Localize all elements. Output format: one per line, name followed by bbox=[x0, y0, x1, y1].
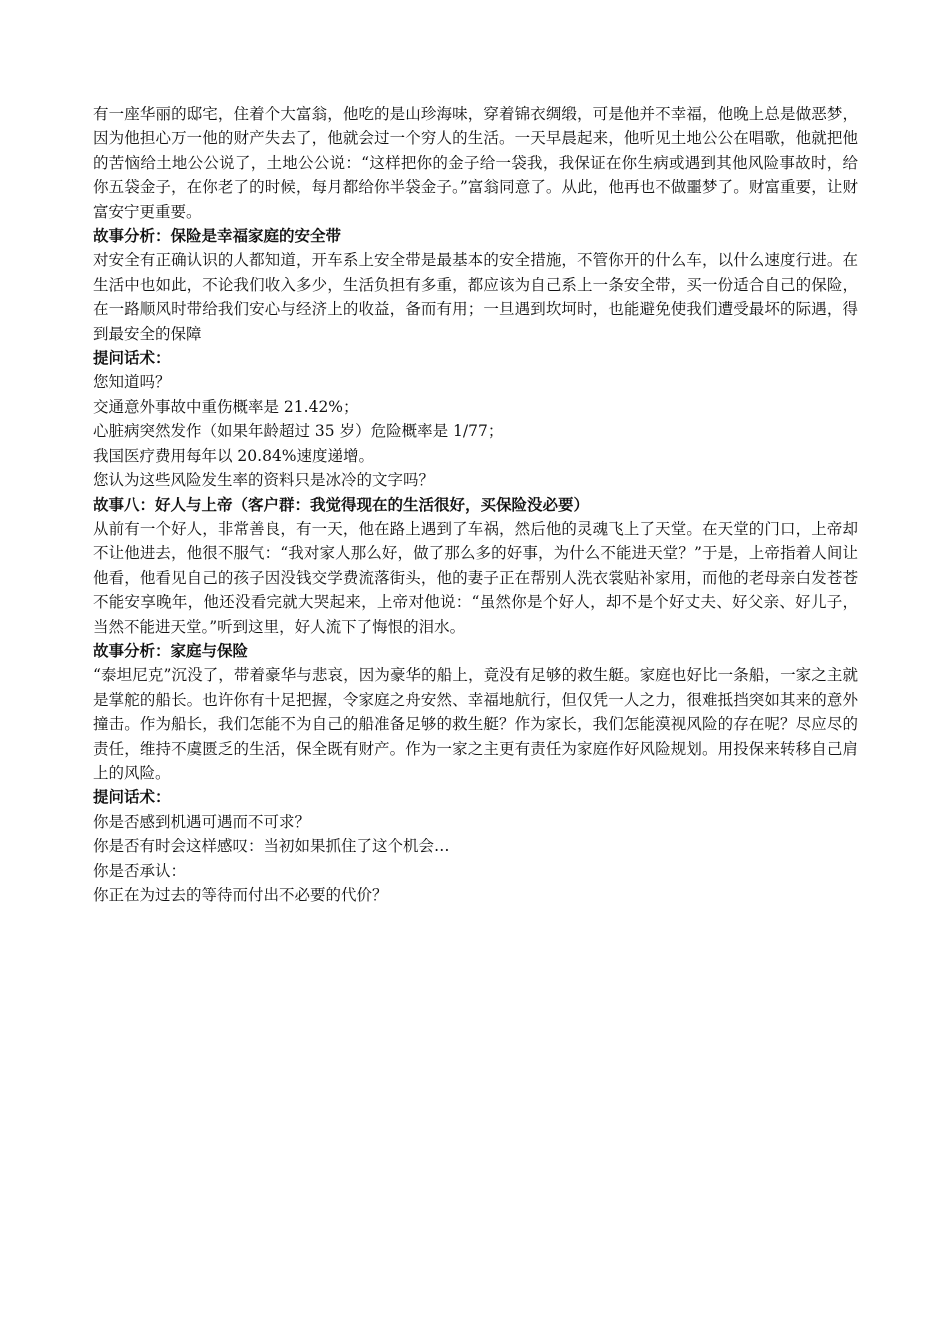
question-line: 你是否有时会这样感叹：当初如果抓住了这个机会… bbox=[93, 837, 450, 856]
question-line: 我国医疗费用每年以 20.84%速度递增。 bbox=[93, 446, 375, 465]
story-rich-man-paragraph: 有一座华丽的邸宅，住着个大富翁，他吃的是山珍海味，穿着锦衣绸缎，可是他并不幸福，他晚上总是做恶梦，因为他担心万一他的财产失去了，他就会过一个穷人的生活。一天早晨起来，他听见土地公公在唱歌，他就把他的苦恼给土地公公说了，土地公公说：“这样把你的金子给一袋我，我保证在你生病或遇到其他风险事故时，给你五袋金子，在你老了的时候，每月都给你半袋金子。”富翁同意了。从此，他再也不做噩梦了。财富重要，让财富安宁更重要。 bbox=[93, 105, 858, 221]
analysis-heading-family: 故事分析：家庭与保险 bbox=[93, 641, 249, 660]
question-line: 交通意外事故中重伤概率是 21.42%； bbox=[93, 397, 359, 416]
questions-heading-2: 提问话术： bbox=[93, 788, 171, 807]
analysis-family-paragraph: “泰坦尼克”沉没了，带着豪华与悲哀，因为豪华的船上，竟没有足够的救生艇。家庭也好比一条船，一家之主就是掌舵的船长。也许你有十足把握，令家庭之舟安然、幸福地航行，但仅凭一人之力，很难抵挡突如其来的意外撞击。作为船长，我们怎能不为自己的船准备足够的救生艇？作为家长，我们怎能漠视风险的存在呢？尽应尽的责任，维持不虞匮乏的生活，保全既有财产。作为一家之主更有责任为家庭作好风险规划。用投保来转移自己肩上的风险。 bbox=[93, 666, 858, 782]
question-line: 你是否感到机遇可遇而不可求？ bbox=[93, 812, 311, 831]
question-line: 你是否承认： bbox=[93, 861, 187, 880]
question-line: 你正在为过去的等待而付出不必要的代价？ bbox=[93, 886, 388, 904]
analysis-seatbelt-paragraph: 对安全有正确认识的人都知道，开车系上安全带是最基本的安全措施，不管你开的什么车，以什么速度行进。在生活中也如此，不论我们收入多少，生活负担有多重，都应该为自己系上一条安全带，买一份适合自己的保险，在一路顺风时带给我们安心与经济上的收益，备而有用；一旦遇到坎坷时，也能避免使我们遭受最坏的际遇，得到最安全的保障 bbox=[93, 251, 858, 343]
story-eight-heading: 故事八：好人与上帝（客户群：我觉得现在的生活很好，买保险没必要） bbox=[93, 495, 590, 514]
document-page bbox=[93, 102, 858, 907]
questions-heading-1: 提问话术： bbox=[93, 349, 171, 368]
story-good-man-paragraph: 从前有一个好人，非常善良，有一天，他在路上遇到了车祸，然后他的灵魂飞上了天堂。在天堂的门口，上帝却不让他进去，他很不服气：“我对家人那么好，做了那么多的好事，为什么不能进天堂？”于是，上帝指着人间让他看，他看见自己的孩子因没钱交学费流落街头，他的妻子正在帮别人洗衣裳贴补家用，而他的老母亲白发苍苍不能安享晚年，他还没看完就大哭起来，上帝对他说：“虽然你是个好人，却不是个好丈夫、好父亲、好儿子，当然不能进天堂。”听到这里，好人流下了悔恨的泪水。 bbox=[93, 519, 858, 636]
analysis-heading-seatbelt: 故事分析：保险是幸福家庭的安全带 bbox=[93, 227, 342, 246]
question-line: 您认为这些风险发生率的资料只是冰冷的文字吗？ bbox=[93, 471, 435, 490]
question-line: 心脏病突然发作（如果年龄超过 35 岁）危险概率是 1/77； bbox=[93, 422, 504, 441]
question-line: 您知道吗？ bbox=[93, 373, 171, 392]
